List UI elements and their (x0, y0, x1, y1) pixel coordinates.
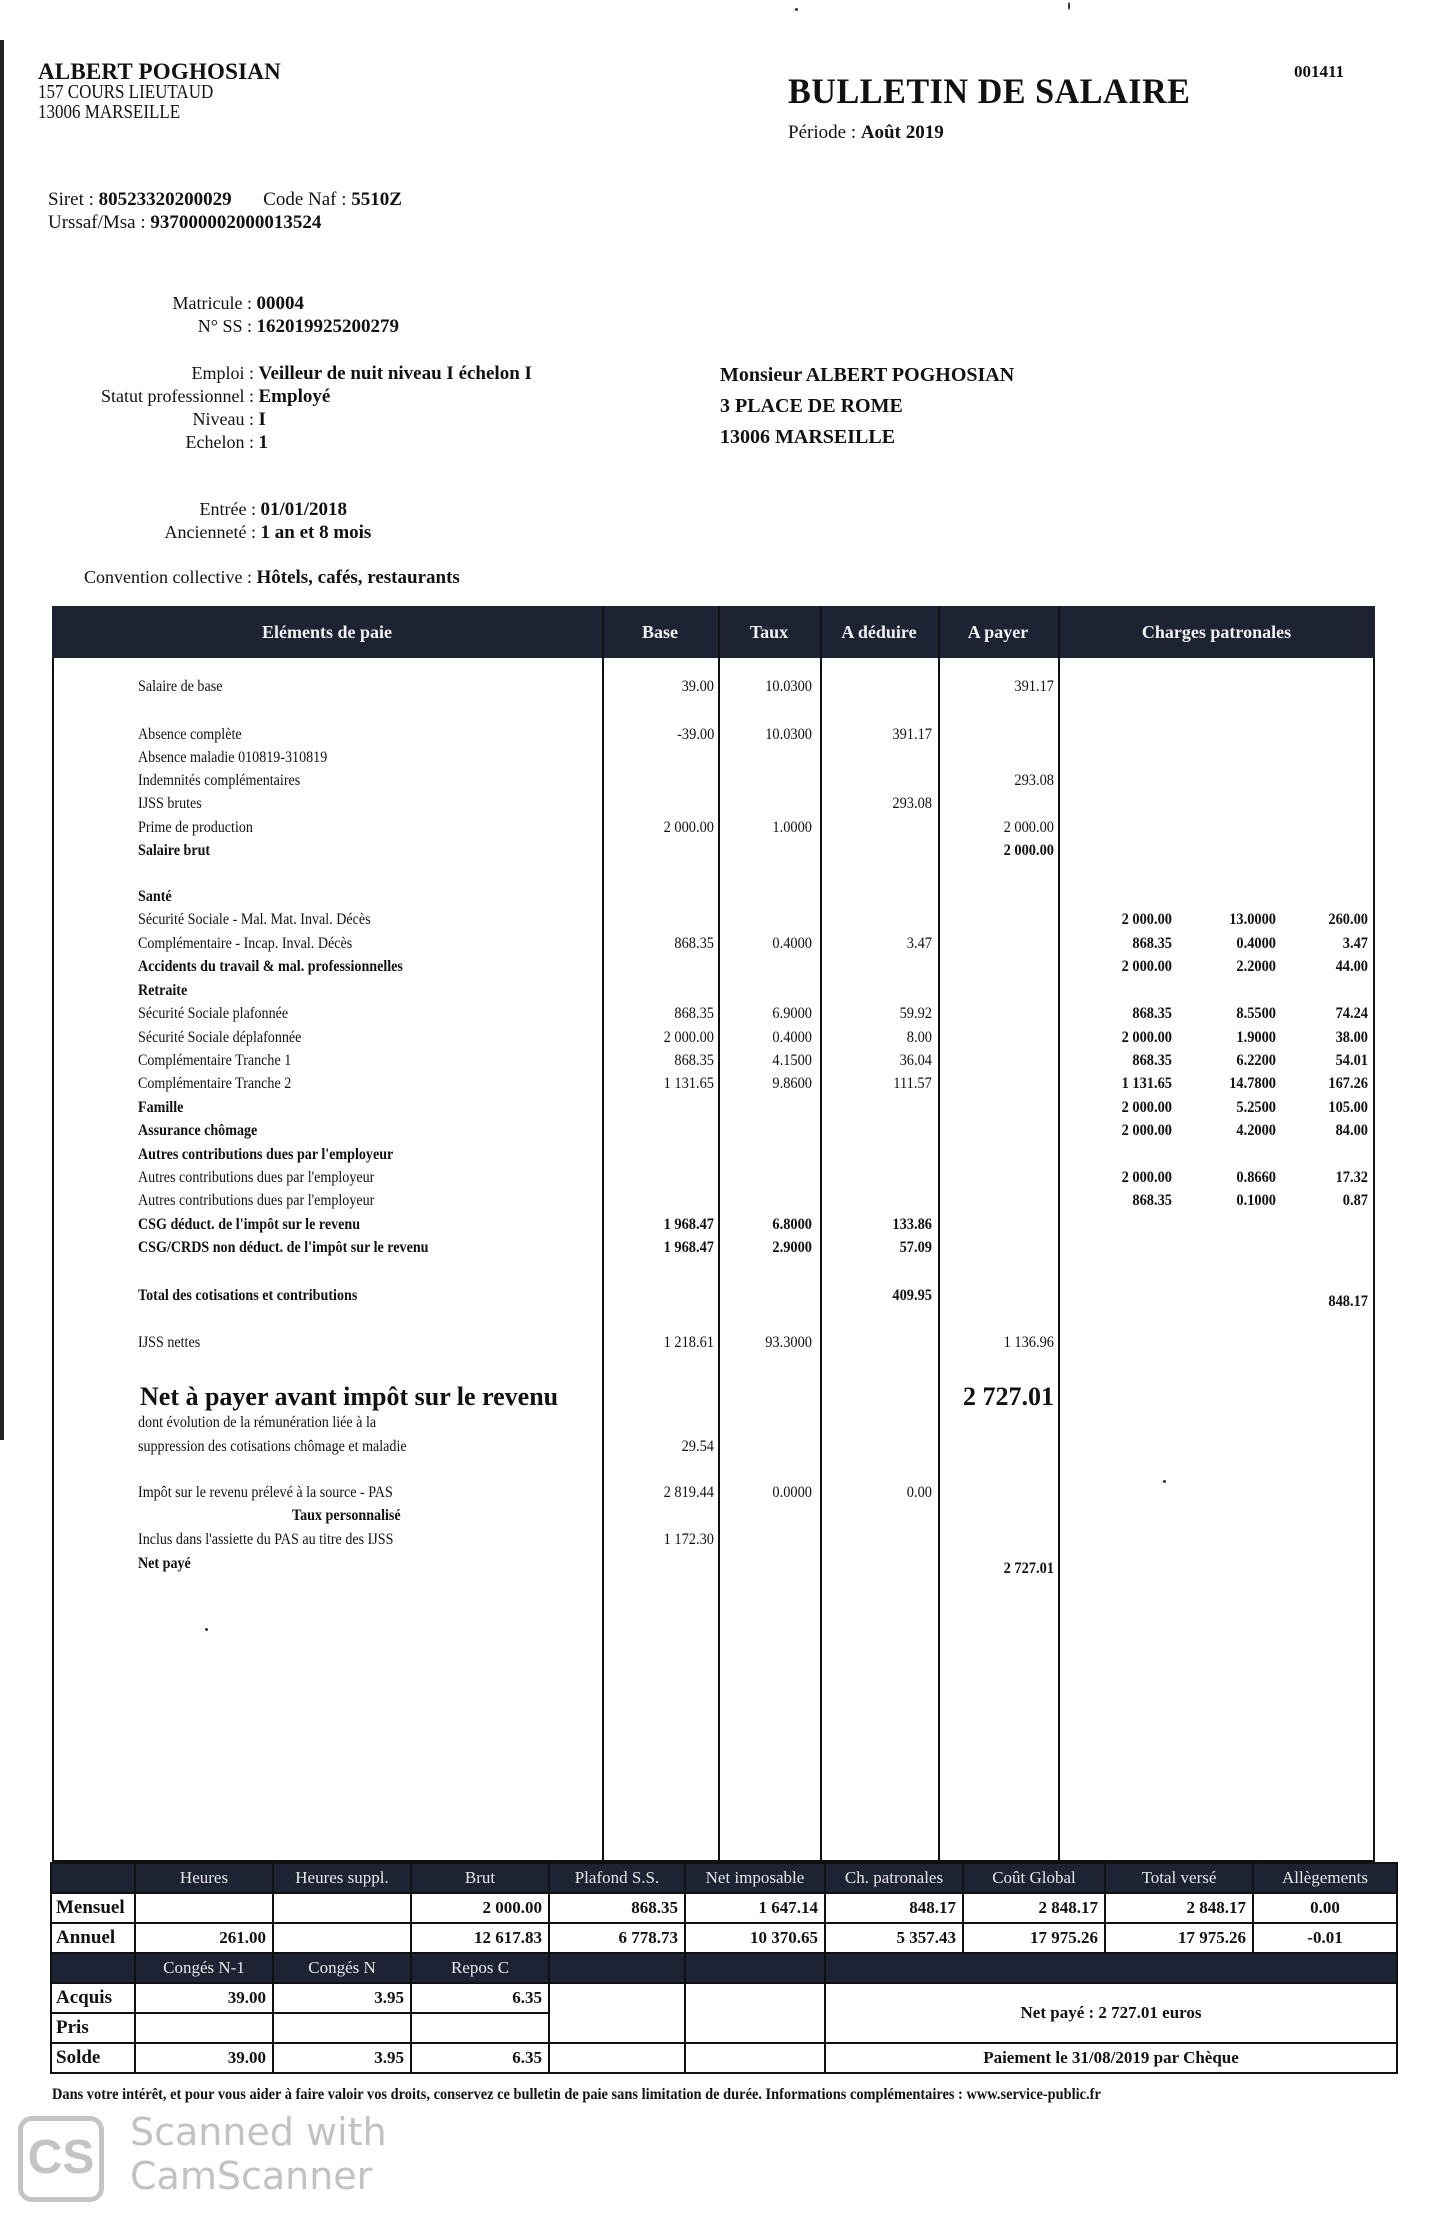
pay-cell-base: 2 000.00 (663, 819, 714, 836)
employer-identifiers (48, 188, 402, 234)
pay-cell-taux: 0.4000 (772, 1029, 812, 1046)
pay-cell-p-montant: 105.00 (1328, 1099, 1368, 1116)
statut-label: Statut professionnel : (101, 386, 254, 406)
summary-header-brut: Brut (411, 1863, 549, 1893)
summary-header-net-imposable: Net imposable (685, 1863, 825, 1893)
empty-cell (685, 1983, 825, 2043)
pay-cell-p-taux: 0.4000 (1236, 935, 1276, 952)
cell-conges-n-1: 39.00 (135, 1983, 273, 2013)
watermark-line2: CamScanner (130, 2154, 373, 2198)
pay-cell-deduire: 409.95 (892, 1287, 932, 1304)
cell-net-imposable: 1 647.14 (685, 1893, 825, 1923)
conges-header-n: Congés N (273, 1953, 411, 1983)
cell-heures-suppl (273, 1893, 411, 1923)
nss-value: 162019925200279 (256, 316, 399, 337)
pay-cell-base: 868.35 (674, 1052, 714, 1069)
cell-conges-n (273, 2013, 411, 2043)
summary-header-total-verse: Total versé (1105, 1863, 1253, 1893)
summary-header-ch-patronales: Ch. patronales (825, 1863, 963, 1893)
pay-row-label: Absence maladie 010819-310819 (138, 749, 328, 766)
cell-cout-global: 2 848.17 (963, 1893, 1105, 1923)
pay-cell-base: 1 218.61 (663, 1334, 714, 1351)
document-number: 001411 (1294, 62, 1345, 81)
pay-cell-p-taux: 13.0000 (1229, 911, 1276, 928)
employer-address-line2: 13006 MARSEILLE (38, 101, 181, 123)
emploi-value: Veilleur de nuit niveau I échelon I (258, 363, 532, 384)
pay-cell-p-base: 2 000.00 (1121, 1122, 1172, 1139)
pay-cell-p-base: 1 131.65 (1121, 1075, 1172, 1092)
nss-label: N° SS : (197, 316, 252, 336)
conges-header-n-1: Congés N-1 (135, 1953, 273, 1983)
empty-cell (549, 2043, 685, 2073)
column-divider (820, 606, 822, 1862)
summary-header-plafond: Plafond S.S. (549, 1863, 685, 1893)
pay-row-label: Salaire de base (138, 678, 223, 695)
pay-cell-p-taux: 6.2200 (1236, 1052, 1276, 1069)
matricule-label: Matricule : (172, 293, 252, 313)
pay-row-label: Prime de production (138, 819, 253, 836)
naf-label: Code Naf : (263, 189, 347, 210)
urssaf-label: Urssaf/Msa : (48, 212, 146, 233)
cell-conges-n-1 (135, 2013, 273, 2043)
cell-allegements: -0.01 (1253, 1923, 1397, 1953)
entree-label: Entrée : (199, 499, 256, 519)
pay-row-label: Assurance chômage (138, 1122, 258, 1139)
pay-cell-p-base: 2 000.00 (1121, 1029, 1172, 1046)
cell-conges-n: 3.95 (273, 2043, 411, 2073)
pay-cell-deduire: 59.92 (899, 1005, 932, 1022)
urssaf-value: 937000002000013524 (150, 212, 322, 233)
pay-cell-payer: 2 000.00 (1003, 842, 1054, 859)
header-base: Base (642, 622, 678, 642)
cell-allegements: 0.00 (1253, 1893, 1397, 1923)
cell-repos: 6.35 (411, 1983, 549, 2013)
pay-cell-p-montant: 3.47 (1342, 935, 1368, 952)
cell-heures: 261.00 (135, 1923, 273, 1953)
cell-heures (135, 1893, 273, 1923)
pay-cell-taux: 2.9000 (772, 1239, 812, 1256)
employer-address-line1: 157 COURS LIEUTAUD (38, 81, 214, 103)
anciennete-value: 1 an et 8 mois (260, 522, 372, 543)
conges-row-label: Acquis (51, 1983, 135, 2013)
conges-header-row (51, 1953, 1397, 1983)
pay-cell-p-base: 868.35 (1132, 935, 1172, 952)
pay-row-label: Autres contributions dues par l'employeur (138, 1169, 375, 1186)
cell-brut: 2 000.00 (411, 1893, 549, 1923)
pay-row-label: Famille (138, 1099, 184, 1116)
pay-cell-p-base: 868.35 (1132, 1192, 1172, 1209)
pay-row-label: Complémentaire - Incap. Inval. Décès (138, 935, 353, 952)
niveau-value: I (258, 409, 266, 430)
siret-value: 80523320200029 (98, 189, 232, 210)
net-paye-total: Net payé : 2 727.01 euros (825, 1983, 1397, 2043)
convention (84, 566, 460, 589)
pay-cell-p-base: 2 000.00 (1121, 958, 1172, 975)
addressee-block (720, 360, 1014, 453)
naf-value: 5510Z (351, 189, 402, 210)
pay-cell-base: -39.00 (676, 726, 714, 743)
summary-header-blank (51, 1863, 135, 1893)
addressee-city: 13006 MARSEILLE (720, 426, 896, 448)
empty-cell (549, 1983, 685, 2043)
echelon-label: Echelon : (185, 432, 254, 452)
cell-repos: 6.35 (411, 2043, 549, 2073)
matricule-value: 00004 (256, 293, 304, 314)
pay-row-label: Autres contributions dues par l'employeur (138, 1146, 394, 1163)
header-a-deduire: A déduire (841, 622, 917, 642)
pay-cell-p-taux: 8.5500 (1236, 1005, 1276, 1022)
pay-cell-taux: 10.0300 (765, 726, 812, 743)
cell-repos (411, 2013, 549, 2043)
conges-row-label: Solde (51, 2043, 135, 2073)
cell-conges-n: 3.95 (273, 1983, 411, 2013)
cell-total-verse: 17 975.26 (1105, 1923, 1253, 1953)
pay-cell-p-montant: 167.26 (1328, 1075, 1368, 1092)
conges-header-empty (549, 1953, 685, 1983)
cell-ch-patronales: 5 357.43 (825, 1923, 963, 1953)
net-evolution-value: 29.54 (681, 1438, 714, 1455)
pay-elements-table (52, 606, 1375, 1862)
pay-cell-p-montant: 17.32 (1335, 1169, 1368, 1186)
niveau-label: Niveau : (192, 409, 254, 429)
pay-row-label: CSG déduct. de l'impôt sur le revenu (138, 1216, 361, 1233)
period-label: Période : (788, 122, 857, 143)
conges-row-solde (51, 2043, 1397, 2073)
pay-cell-base: 868.35 (674, 1005, 714, 1022)
pay-row-label: Sécurité Sociale - Mal. Mat. Inval. Décès (138, 911, 371, 928)
pay-cell-base: 868.35 (674, 935, 714, 952)
pay-cell-p-taux: 1.9000 (1236, 1029, 1276, 1046)
cell-heures-suppl (273, 1923, 411, 1953)
pay-cell-payer: 2 000.00 (1003, 819, 1054, 836)
column-divider (1058, 606, 1060, 1862)
cell-ch-patronales: 848.17 (825, 1893, 963, 1923)
net-paye-value: 2 727.01 (1003, 1560, 1054, 1577)
pay-row-label: Sécurité Sociale déplafonnée (138, 1029, 302, 1046)
convention-label: Convention collective : (84, 567, 252, 587)
header-taux: Taux (749, 622, 789, 642)
pay-row-label: Indemnités complémentaires (138, 772, 301, 789)
pay-cell-p-montant: 54.01 (1335, 1052, 1368, 1069)
pas-label: Impôt sur le revenu prélevé à la source - PAS (138, 1484, 393, 1501)
pay-cell-p-montant: 84.00 (1335, 1122, 1368, 1139)
pas-taux: 0.0000 (772, 1484, 812, 1501)
summary-row-label: Annuel (51, 1923, 135, 1953)
pay-cell-payer: 391.17 (1014, 678, 1054, 695)
pay-cell-base: 2 000.00 (663, 1029, 714, 1046)
period-value: Août 2019 (860, 122, 944, 143)
cell-brut: 12 617.83 (411, 1923, 549, 1953)
pay-row-label: Santé (138, 888, 172, 905)
entree-value: 01/01/2018 (260, 499, 348, 520)
convention-value: Hôtels, cafés, restaurants (256, 567, 460, 588)
camscanner-logo-icon: CS (18, 2116, 104, 2202)
pay-cell-deduire: 8.00 (906, 1029, 932, 1046)
pay-cell-base: 1 131.65 (663, 1075, 714, 1092)
pay-cell-deduire: 36.04 (899, 1052, 932, 1069)
pay-cell-deduire: 111.57 (893, 1075, 932, 1092)
pay-cell-taux: 0.4000 (772, 935, 812, 952)
pay-row-label: IJSS nettes (138, 1334, 201, 1351)
pas-ijss-base: 1 172.30 (663, 1531, 714, 1548)
summary-row-label: Mensuel (51, 1893, 135, 1923)
pay-cell-p-montant: 0.87 (1342, 1192, 1368, 1209)
pay-cell-payer: 293.08 (1014, 772, 1054, 789)
summary-row-annuel (51, 1923, 1397, 1953)
employer-block (38, 59, 281, 123)
cell-conges-n-1: 39.00 (135, 2043, 273, 2073)
employer-name: ALBERT POGHOSIAN (38, 59, 281, 84)
pay-cell-p-montant: 848.17 (1328, 1293, 1368, 1310)
employee-ids (80, 292, 399, 338)
summary-row-mensuel (51, 1893, 1397, 1923)
statut-value: Employé (258, 386, 331, 407)
header-a-payer: A payer (967, 622, 1029, 642)
siret-label: Siret : (48, 189, 94, 210)
pas-ijss-label: Inclus dans l'assiette du PAS au titre des IJSS (138, 1531, 394, 1548)
scan-edge (0, 40, 4, 1440)
cell-cout-global: 17 975.26 (963, 1923, 1105, 1953)
pay-cell-p-taux: 0.8660 (1236, 1169, 1276, 1186)
column-divider (718, 606, 720, 1862)
pay-cell-taux: 4.1500 (772, 1052, 812, 1069)
pay-cell-deduire: 391.17 (892, 726, 932, 743)
pay-row-label: Salaire brut (138, 842, 211, 859)
employee-job (60, 362, 532, 454)
pay-cell-deduire: 293.08 (892, 795, 932, 812)
pay-cell-p-base: 2 000.00 (1121, 1099, 1172, 1116)
summary-header-row (51, 1863, 1397, 1893)
addressee-street: 3 PLACE DE ROME (720, 395, 903, 417)
pay-cell-p-base: 2 000.00 (1121, 911, 1172, 928)
addressee-name: Monsieur ALBERT POGHOSIAN (720, 364, 1015, 386)
scan-speck (795, 8, 798, 11)
pay-cell-base: 39.00 (681, 678, 714, 695)
pay-cell-payer: 1 136.96 (1003, 1334, 1054, 1351)
pay-cell-taux: 1.0000 (772, 819, 812, 836)
period (788, 122, 944, 144)
header-elements: Eléments de paie (262, 622, 392, 642)
summary-table (50, 1862, 1398, 2074)
camscanner-watermark (130, 2110, 387, 2198)
column-divider (602, 606, 604, 1862)
column-divider (938, 606, 940, 1862)
pay-cell-p-taux: 14.7800 (1229, 1075, 1276, 1092)
conges-header-repos: Repos C (411, 1953, 549, 1983)
empty-cell (685, 2043, 825, 2073)
employee-seniority (60, 498, 371, 544)
pay-cell-taux: 10.0300 (765, 678, 812, 695)
pas-deduire: 0.00 (906, 1484, 932, 1501)
pay-row-label: IJSS brutes (138, 795, 202, 812)
scan-speck (1068, 2, 1070, 10)
summary-header-cout-global: Coût Global (963, 1863, 1105, 1893)
conges-header-empty (685, 1953, 825, 1983)
summary-header-heures-suppl: Heures suppl. (273, 1863, 411, 1893)
pay-row-label: Autres contributions dues par l'employeur (138, 1192, 375, 1209)
net-evolution-line1: dont évolution de la rémunération liée à la (138, 1414, 377, 1431)
pay-cell-p-taux: 4.2000 (1236, 1122, 1276, 1139)
pay-cell-taux: 6.9000 (772, 1005, 812, 1022)
payment-info: Paiement le 31/08/2019 par Chèque (825, 2043, 1397, 2073)
summary-header-allegements: Allègements (1253, 1863, 1397, 1893)
pay-cell-deduire: 133.86 (892, 1216, 932, 1233)
pay-cell-p-montant: 260.00 (1328, 911, 1368, 928)
pay-row-label: Absence complète (138, 726, 242, 743)
pay-row-label: CSG/CRDS non déduct. de l'impôt sur le revenu (138, 1239, 429, 1256)
anciennete-label: Ancienneté : (164, 522, 256, 542)
pay-cell-p-taux: 5.2500 (1236, 1099, 1276, 1116)
pay-cell-taux: 93.3000 (765, 1334, 812, 1351)
header-charges-patronales: Charges patronales (1141, 622, 1292, 642)
pay-row-label: Complémentaire Tranche 1 (138, 1052, 292, 1069)
pay-row-label: Retraite (138, 982, 188, 999)
cell-total-verse: 2 848.17 (1105, 1893, 1253, 1923)
pay-cell-taux: 6.8000 (772, 1216, 812, 1233)
pay-cell-p-taux: 0.1000 (1236, 1192, 1276, 1209)
pay-row-label: Sécurité Sociale plafonnée (138, 1005, 289, 1022)
conges-row-label: Pris (51, 2013, 135, 2043)
document-title: BULLETIN DE SALAIRE (788, 71, 1191, 111)
conges-header-empty (825, 1953, 1397, 1983)
pay-cell-deduire: 3.47 (906, 935, 932, 952)
pay-cell-p-taux: 2.2000 (1236, 958, 1276, 975)
pay-table-header (52, 606, 1375, 658)
cell-net-imposable: 10 370.65 (685, 1923, 825, 1953)
cell-plafond: 6 778.73 (549, 1923, 685, 1953)
pay-cell-deduire: 57.09 (899, 1239, 932, 1256)
pay-row-label: Total des cotisations et contributions (138, 1287, 358, 1304)
pay-cell-base: 1 968.47 (663, 1216, 714, 1233)
pay-cell-base: 1 968.47 (663, 1239, 714, 1256)
emploi-label: Emploi : (191, 363, 254, 383)
pay-cell-p-base: 2 000.00 (1121, 1169, 1172, 1186)
net-evolution-line2: suppression des cotisations chômage et maladie (138, 1438, 407, 1455)
conges-row-acquis (51, 1983, 1397, 2013)
echelon-value: 1 (258, 432, 268, 453)
pas-sublabel: Taux personnalisé (292, 1507, 401, 1524)
pay-cell-p-base: 868.35 (1132, 1005, 1172, 1022)
pay-row-label: Complémentaire Tranche 2 (138, 1075, 292, 1092)
pas-base: 2 819.44 (663, 1484, 714, 1501)
cell-plafond: 868.35 (549, 1893, 685, 1923)
pay-cell-p-montant: 44.00 (1335, 958, 1368, 975)
conges-header-blank (51, 1953, 135, 1983)
pay-cell-taux: 9.8600 (772, 1075, 812, 1092)
pay-cell-p-montant: 38.00 (1335, 1029, 1368, 1046)
net-avant-impot-value: 2 727.01 (963, 1382, 1054, 1411)
net-avant-impot-label: Net à payer avant impôt sur le revenu (140, 1382, 559, 1411)
footer-legal-note: Dans votre intérêt, et pour vous aider à faire valoir vos droits, conservez ce bulletin de paie sans limitation de durée. Informations complémentaires : www.service-public.fr (52, 2086, 1101, 2103)
pay-cell-p-montant: 74.24 (1335, 1005, 1368, 1022)
pay-cell-p-base: 868.35 (1132, 1052, 1172, 1069)
summary-header-heures: Heures (135, 1863, 273, 1893)
net-paye-label: Net payé (138, 1555, 191, 1572)
pay-row-label: Accidents du travail & mal. professionnelles (138, 958, 403, 975)
watermark-line1: Scanned with (130, 2110, 387, 2154)
